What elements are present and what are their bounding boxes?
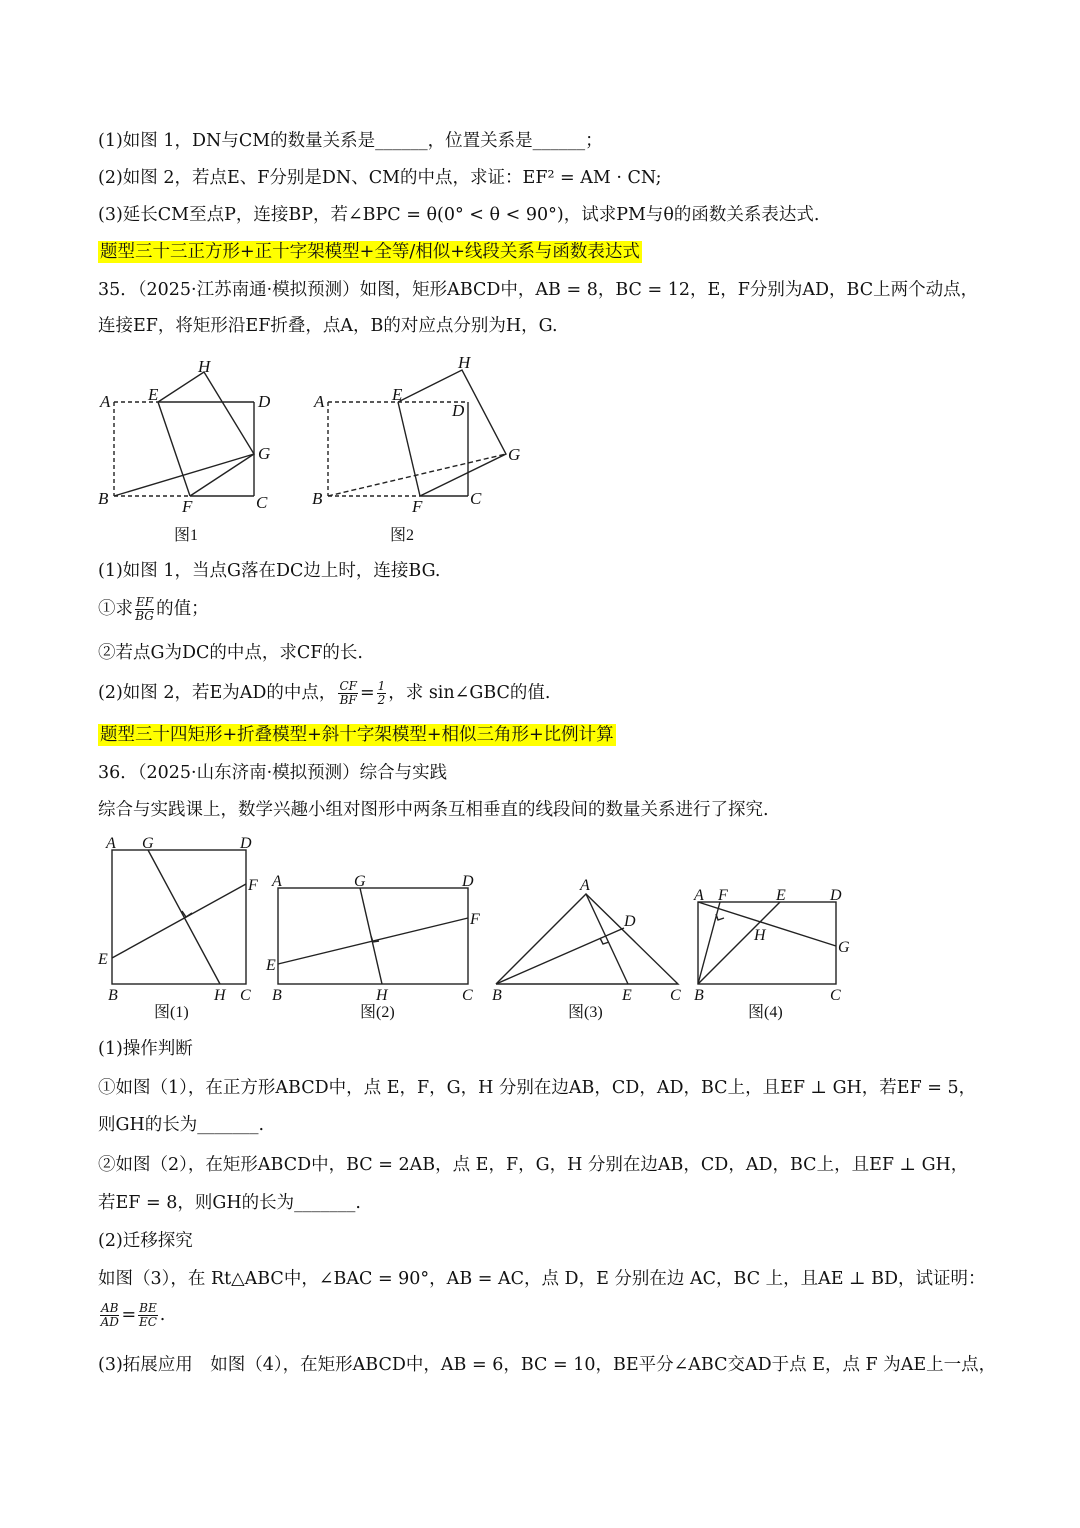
fraction-numerator: CF xyxy=(339,679,357,693)
q35-fraction-ef-bg xyxy=(135,596,154,623)
svg-text:E: E xyxy=(392,385,403,404)
svg-text:D: D xyxy=(258,392,271,411)
q36-section1-a-line2: 则GH的长为_______. xyxy=(98,1115,265,1135)
svg-text:B: B xyxy=(272,987,282,1004)
q35-figures xyxy=(90,352,550,552)
fraction-denominator: EC xyxy=(138,1315,157,1329)
svg-text:E: E xyxy=(622,987,632,1004)
q35-part1a-pre: ①求 xyxy=(98,599,133,619)
svg-text:C: C xyxy=(830,987,841,1004)
svg-text:B: B xyxy=(98,489,109,508)
svg-text:A: A xyxy=(314,392,325,411)
q36-section2-text: 如图（3），在 Rt△ABC中，∠BAC = 90°，AB = AC，点 D，E 分别在边 AC，BC 上，且AE ⊥ BD，试证明： xyxy=(98,1269,986,1289)
svg-text:F: F xyxy=(182,497,193,516)
q35-part1: (1)如图 1，当点G落在DC边上时，连接BG. xyxy=(98,561,441,581)
q36-fig3-caption: 图(3) xyxy=(568,1004,603,1021)
svg-text:E: E xyxy=(776,887,786,904)
q36-section3: (3)拓展应用 如图（4），在矩形ABCD中，AB = 6，BC = 10，BE平分∠ABC交AD于点 E，点 F 为AE上一点， xyxy=(98,1355,997,1375)
q36-fraction-be-ec xyxy=(138,1302,158,1329)
svg-text:G: G xyxy=(142,835,154,852)
svg-text:C: C xyxy=(470,489,482,508)
q36-section1-b-line1: ②如图（2），在矩形ABCD中，BC = 2AB，点 E，F，G，H 分别在边AB，CD，AD，BC上，且EF ⊥ GH， xyxy=(98,1155,969,1175)
q35-fig1 xyxy=(114,372,254,496)
q35-fraction-one-half xyxy=(377,680,387,707)
svg-text:F: F xyxy=(470,911,480,928)
q36-stem-2: 综合与实践课上，数学兴趣小组对图形中两条互相垂直的线段间的数量关系进行了探究. xyxy=(98,800,769,820)
svg-text:C: C xyxy=(256,493,268,512)
svg-text:C: C xyxy=(240,987,251,1004)
svg-text:G: G xyxy=(508,445,521,464)
heading-33-text: 题型三十三正方形+正十字架模型+全等/相似+线段关系与函数表达式 xyxy=(100,242,640,262)
q35-fig2-caption: 图2 xyxy=(390,527,415,544)
q36-fraction-ab-ad xyxy=(100,1302,119,1329)
svg-text:G: G xyxy=(258,444,271,463)
q34-part2: (2)如图 2，若点E、F分别是DN、CM的中点，求证：EF² = AM · CN; xyxy=(98,168,662,188)
fraction-denominator: BG xyxy=(135,609,154,623)
svg-text:E: E xyxy=(98,951,108,968)
q35-part1b: ②若点G为DC的中点，求CF的长. xyxy=(98,643,363,663)
fraction-denominator: AD xyxy=(100,1315,119,1329)
q35-stem-2: 连接EF，将矩形沿EF折叠，点A，B的对应点分别为H，G. xyxy=(98,316,558,336)
svg-text:F: F xyxy=(718,887,728,904)
svg-text:F: F xyxy=(412,497,423,516)
svg-text:D: D xyxy=(462,873,474,890)
section-heading-33 xyxy=(98,239,1000,265)
q35-part2-post: ，求 sin∠GBC的值. xyxy=(388,683,551,703)
fraction-numerator: EF xyxy=(136,595,154,609)
svg-text:H: H xyxy=(754,927,766,944)
q36-section1: (1)操作判断 xyxy=(98,1039,193,1059)
svg-text:D: D xyxy=(240,835,252,852)
q36-ratio-eq: = xyxy=(121,1305,137,1325)
heading-34-text: 题型三十四矩形+折叠模型+斜十字架模型+相似三角形+比例计算 xyxy=(100,725,614,745)
svg-text:G: G xyxy=(838,939,850,956)
q36-stem-1: 36．（2025·山东济南·模拟预测）综合与实践 xyxy=(98,763,448,783)
svg-text:F: F xyxy=(248,877,258,894)
q36-ratio-post: . xyxy=(159,1305,166,1325)
svg-text:D: D xyxy=(830,887,842,904)
fraction-denominator: BF xyxy=(339,693,357,707)
svg-text:A: A xyxy=(106,835,116,852)
q36-fig4-caption: 图(4) xyxy=(748,1004,783,1021)
svg-text:A: A xyxy=(100,392,111,411)
q34-part3: (3)延长CM至点P，连接BP，若∠BPC = θ(0° < θ < 90°)，试求PM与θ的函数关系表达式. xyxy=(98,205,820,225)
svg-text:A: A xyxy=(272,873,282,890)
svg-text:D: D xyxy=(452,401,465,420)
svg-text:H: H xyxy=(458,353,471,372)
svg-text:A: A xyxy=(694,887,704,904)
q35-fraction-cf-bf xyxy=(338,680,358,707)
q36-figures xyxy=(90,832,870,1027)
svg-text:B: B xyxy=(694,987,704,1004)
q36-fig2-caption: 图(2) xyxy=(360,1004,395,1021)
svg-text:H: H xyxy=(214,987,226,1004)
q35-fig2 xyxy=(328,370,506,496)
fraction-numerator: AB xyxy=(101,1301,119,1315)
fraction-denominator: 2 xyxy=(377,693,386,707)
q35-part2 xyxy=(98,680,1000,707)
svg-text:H: H xyxy=(198,357,211,376)
svg-text:B: B xyxy=(312,489,323,508)
svg-text:G: G xyxy=(354,873,366,890)
q35-part2-pre: (2)如图 2，若E为AD的中点， xyxy=(98,683,337,703)
svg-text:E: E xyxy=(266,957,276,974)
svg-text:H: H xyxy=(376,987,388,1004)
fraction-numerator: BE xyxy=(139,1301,157,1315)
q35-fig1-caption: 图1 xyxy=(174,527,199,544)
q36-section2: (2)迁移探究 xyxy=(98,1231,193,1251)
svg-text:B: B xyxy=(492,987,502,1004)
q35-part2-eq: = xyxy=(359,683,375,703)
svg-text:C: C xyxy=(670,987,681,1004)
q36-fig1-caption: 图(1) xyxy=(154,1004,189,1021)
q35-stem-1: 35．（2025·江苏南通·模拟预测）如图，矩形ABCD中，AB = 8，BC = 12，E，F分别为AD，BC上两个动点， xyxy=(98,280,979,300)
q36-section1-b-line2: 若EF = 8，则GH的长为_______. xyxy=(98,1193,361,1213)
svg-text:E: E xyxy=(148,385,159,404)
section-heading-34 xyxy=(98,722,1000,748)
q34-part1: (1)如图 1，DN与CM的数量关系是______，位置关系是______； xyxy=(98,131,603,151)
svg-text:B: B xyxy=(108,987,118,1004)
svg-text:C: C xyxy=(462,987,473,1004)
svg-text:D: D xyxy=(624,913,636,930)
fraction-numerator: 1 xyxy=(377,679,386,693)
svg-text:A: A xyxy=(580,877,590,894)
q36-section2-ratio xyxy=(98,1302,1000,1329)
q36-section1-a-line1: ①如图（1），在正方形ABCD中，点 E，F，G，H 分别在边AB，CD，AD，BC上，且EF ⊥ GH，若EF = 5， xyxy=(98,1078,977,1098)
q35-part1a xyxy=(98,596,1000,623)
q35-part1a-post: 的值； xyxy=(156,599,209,619)
